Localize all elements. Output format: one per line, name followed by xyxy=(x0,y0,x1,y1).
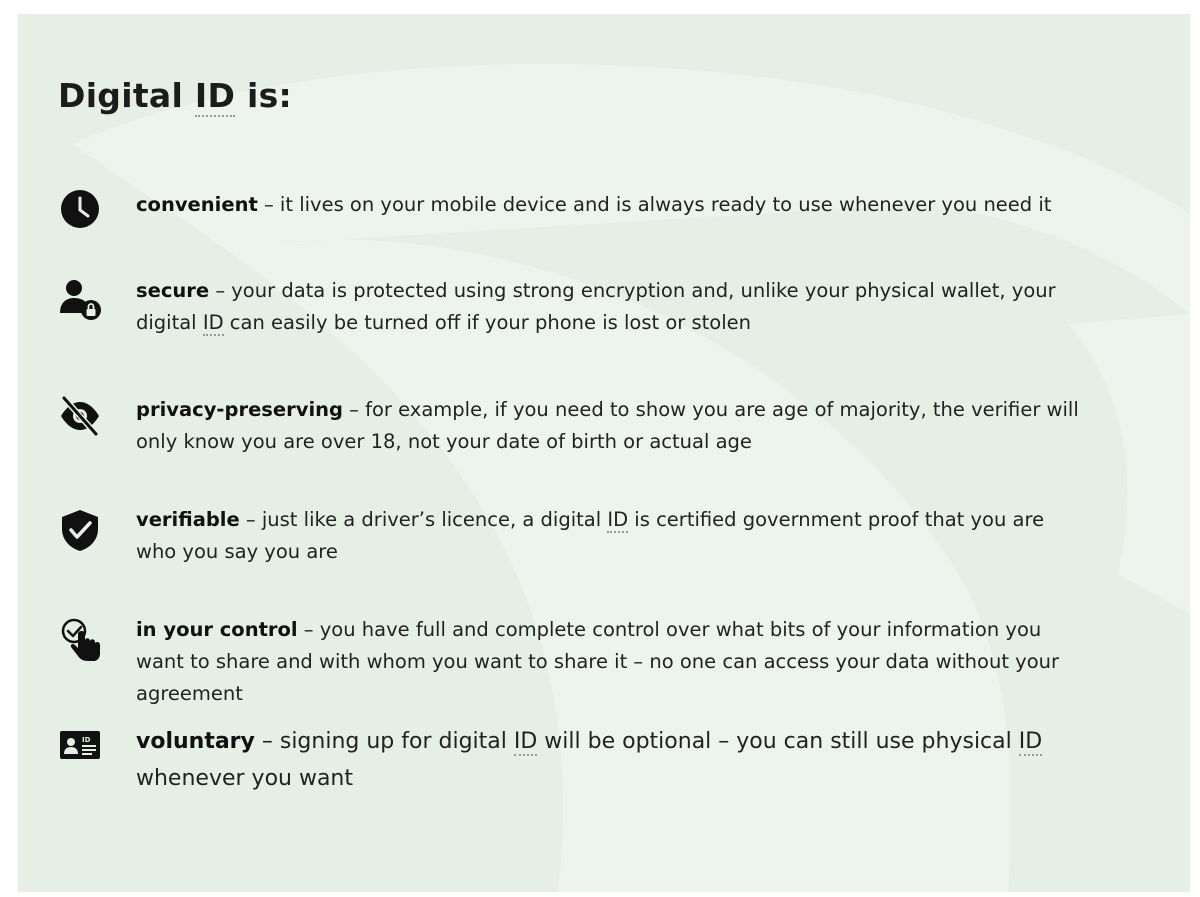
feature-term: privacy-preserving xyxy=(136,398,343,421)
feature-description-end: whenever you want xyxy=(136,766,354,791)
title-suffix: is: xyxy=(235,76,293,115)
feature-description-cont: will be optional – you can still use physical xyxy=(537,729,1019,754)
feature-description: – your data is protected using strong encryption and, unlike your physical wallet, your digital xyxy=(136,279,1056,334)
id-abbr[interactable]: ID xyxy=(513,729,538,754)
user-lock-icon xyxy=(58,277,102,321)
title-prefix: Digital xyxy=(58,76,195,115)
feature-term: convenient xyxy=(136,193,258,216)
clock-icon xyxy=(58,187,102,231)
id-abbr[interactable]: ID xyxy=(607,508,629,531)
feature-description: – just like a driver’s licence, a digital xyxy=(239,508,608,531)
id-abbr[interactable]: ID xyxy=(202,311,224,334)
feature-text xyxy=(136,723,1086,797)
id-abbr-2[interactable]: ID xyxy=(1018,729,1043,754)
feature-term: verifiable xyxy=(136,508,240,531)
feature-description: – for example, if you need to show you are age of majority, the verifier will only know you are over 18, not your date of birth or actual age xyxy=(136,398,1079,453)
feature-text xyxy=(136,394,1086,458)
feature-term: secure xyxy=(136,279,210,302)
page-title xyxy=(58,76,292,115)
feature-description-cont: can easily be turned off if your phone is lost or stolen xyxy=(223,311,751,334)
feature-description: – signing up for digital xyxy=(254,729,514,754)
title-id-abbr[interactable]: ID xyxy=(194,76,236,115)
id-card-icon xyxy=(58,723,102,767)
hand-check-icon xyxy=(58,618,102,662)
feature-description-cont: is certified government proof that you are who you say you are xyxy=(136,508,1045,563)
feature-term: in your control xyxy=(136,618,298,641)
eye-slash-icon xyxy=(58,394,102,438)
svg-text:ID: ID xyxy=(82,736,91,744)
shield-check-icon xyxy=(58,508,102,552)
feature-text xyxy=(136,275,1086,339)
feature-description: – you have full and complete control over what bits of your information you want to share and with whom you want to share it – no one can access your data without your agreement xyxy=(136,618,1060,705)
digital-id-panel xyxy=(18,14,1190,892)
feature-description: – it lives on your mobile device and is always ready to use whenever you need it xyxy=(257,193,1052,216)
feature-text xyxy=(136,504,1086,568)
feature-text xyxy=(136,614,1086,710)
feature-text xyxy=(136,189,1086,221)
feature-term: voluntary xyxy=(136,729,255,754)
